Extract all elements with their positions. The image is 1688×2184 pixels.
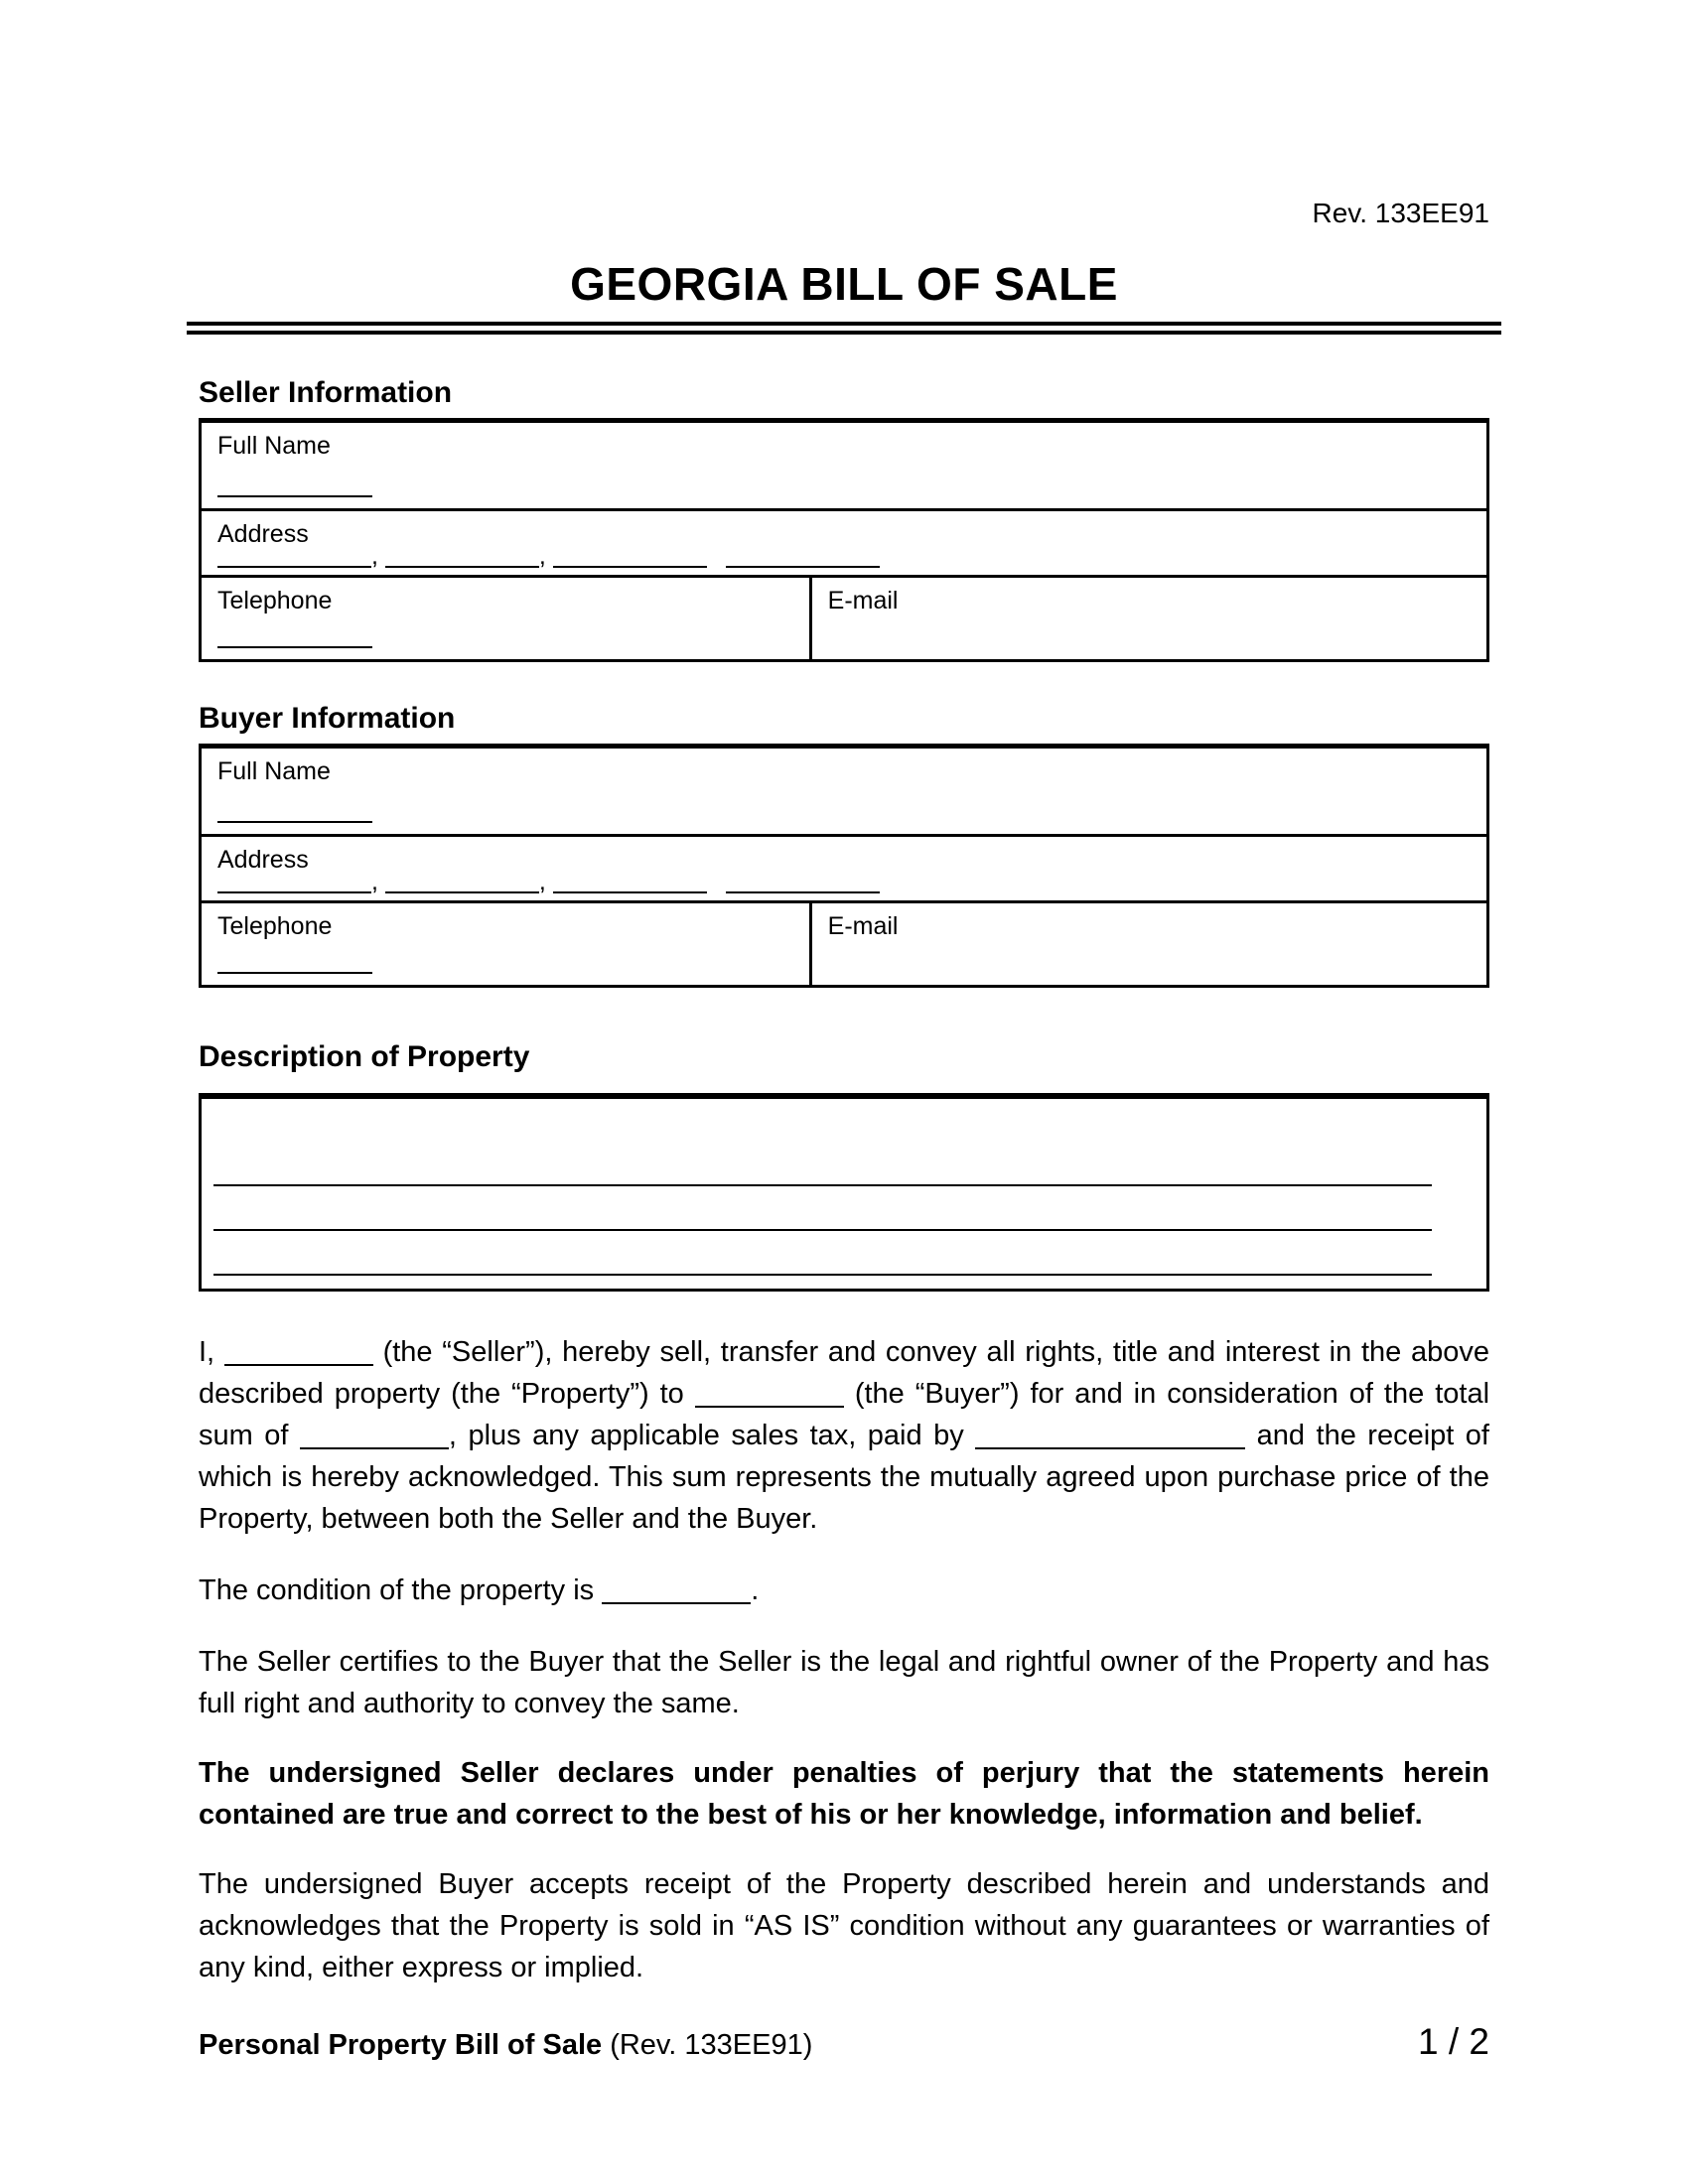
- title-divider: [187, 322, 1501, 335]
- seller-address-blank-2: [385, 541, 539, 568]
- seller-name-blank: [224, 1335, 373, 1366]
- seller-address-blank-3: [553, 541, 707, 568]
- p1-text-2: (the “Seller”), hereby sell, transfer and convey all rights, title and interest in the above described property (the “Property”) to: [199, 1336, 1489, 1410]
- buyer-email-label: E-mail: [827, 912, 899, 940]
- p1-text-3: (the “Buyer”) for and in consideration of the total sum of: [199, 1378, 1490, 1451]
- buyer-name-blank: [695, 1377, 844, 1408]
- certification-paragraph: The Seller certifies to the Buyer that the Seller is the legal and rightful owner of the Property and has full right and authority to convey the same.: [199, 1646, 1489, 1719]
- seller-address-label: Address: [217, 520, 309, 548]
- seller-email-cell: [812, 578, 1486, 659]
- buyer-contact-row: [202, 903, 1486, 985]
- seller-address-row: [202, 511, 1486, 578]
- seller-full-name-row: [202, 423, 1486, 511]
- as-is-paragraph: The undersigned Buyer accepts receipt of the Property described herein and understands and acknowledges that the Property is sold in “AS IS” condition without any guarantees or warranties of any kind, either express or implied.: [199, 1868, 1489, 1983]
- seller-contact-row: [202, 578, 1486, 659]
- buyer-address-row: [202, 837, 1486, 903]
- sale-amount-blank: [300, 1419, 449, 1449]
- buyer-address-blank-2: [385, 867, 539, 893]
- footer-rev: (Rev. 133EE91): [610, 2029, 813, 2061]
- page-title: GEORGIA BILL OF SALE: [570, 258, 1118, 310]
- buyer-full-name-blank: [217, 821, 372, 823]
- p1-text-1: I,: [199, 1336, 215, 1368]
- sale-statement-paragraph: [199, 1331, 1489, 1540]
- address-separator: ,: [538, 868, 546, 895]
- footer-page-number: 1 / 2: [1418, 2021, 1489, 2062]
- seller-full-name-label: Full Name: [217, 432, 331, 460]
- revision-label: Rev. 133EE91: [1312, 198, 1489, 228]
- paid-by-blank: [975, 1419, 1245, 1449]
- p1-text-4: , plus any applicable sales tax, paid by: [448, 1420, 964, 1451]
- buyer-info-table: [199, 744, 1489, 988]
- footer-doc-title: [199, 2027, 812, 2063]
- description-box: [199, 1093, 1489, 1292]
- buyer-telephone-cell: [202, 903, 812, 985]
- condition-blank: [602, 1573, 751, 1604]
- buyer-email-cell: [812, 903, 1486, 985]
- seller-full-name-blank: [217, 495, 372, 497]
- seller-telephone-cell: [202, 578, 812, 659]
- buyer-full-name-label: Full Name: [217, 757, 331, 785]
- buyer-telephone-label: Telephone: [217, 912, 333, 940]
- buyer-full-name-row: [202, 749, 1486, 837]
- condition-paragraph: [199, 1570, 1489, 1611]
- p2-text-1: The condition of the property is: [199, 1574, 595, 1606]
- seller-telephone-blank: [217, 646, 372, 648]
- p1-text-5: and the receipt of which is hereby acknowledged. This sum represents the mutually agreed upon purchase price of the Property, between both the Seller and the Buyer.: [199, 1420, 1489, 1535]
- address-separator: ,: [538, 542, 546, 570]
- address-separator: ,: [371, 868, 378, 895]
- footer-doc-title-bold: Personal Property Bill of Sale: [199, 2029, 603, 2061]
- seller-telephone-label: Telephone: [217, 587, 333, 614]
- seller-info-table: [199, 418, 1489, 662]
- buyer-address-label: Address: [217, 846, 309, 874]
- description-section-heading: Description of Property: [199, 1040, 530, 1073]
- buyer-section-heading: Buyer Information: [199, 702, 456, 735]
- p2-text-2: .: [751, 1574, 760, 1606]
- buyer-address-blank-3: [553, 867, 707, 893]
- description-line-2: [213, 1229, 1432, 1231]
- seller-address-blank-4: [726, 541, 880, 568]
- buyer-telephone-blank: [217, 972, 372, 974]
- seller-section-heading: Seller Information: [199, 376, 453, 409]
- page-footer: [199, 2022, 1489, 2063]
- address-separator: ,: [371, 542, 378, 570]
- seller-email-label: E-mail: [827, 587, 899, 614]
- buyer-address-blanks: [217, 867, 1477, 895]
- buyer-address-blank-1: [217, 867, 371, 893]
- description-line-1: [213, 1184, 1432, 1186]
- buyer-address-blank-4: [726, 867, 880, 893]
- seller-address-blank-1: [217, 541, 371, 568]
- perjury-declaration-paragraph: The undersigned Seller declares under penalties of perjury that the statements herein contained are true and correct to the best of his or her knowledge, information and belief.: [199, 1757, 1489, 1831]
- description-line-3: [213, 1274, 1432, 1276]
- seller-address-blanks: [217, 541, 1477, 570]
